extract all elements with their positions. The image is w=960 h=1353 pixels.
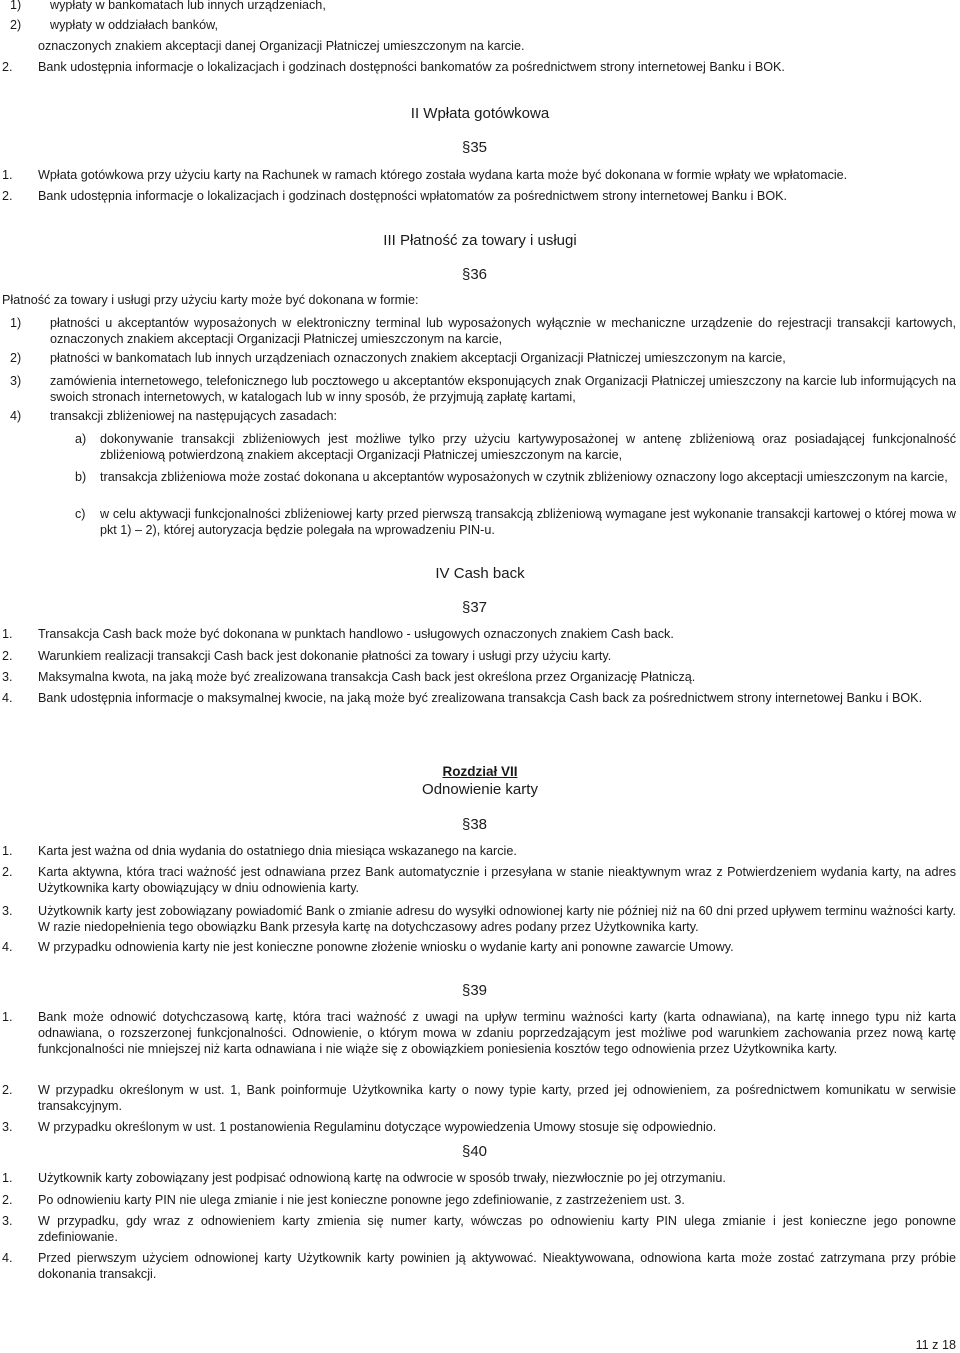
section-38-item-1-text: Karta jest ważna od dnia wydania do ostatniego dnia miesiąca wskazanego na karcie. (38, 844, 517, 858)
section-40-item-3-num: 3. (2, 1214, 13, 1228)
section-3-heading: III Płatność za towary i usługi (383, 232, 577, 249)
section-2-item-1-num: 1. (2, 168, 13, 182)
section-36-marker: §36 (462, 266, 488, 283)
section-40-marker: §40 (462, 1143, 488, 1160)
section-40-item-2-text: Po odnowieniu karty PIN nie ulega zmianie i nie jest konieczne ponowne jego zdefiniowanie, z zastrzeżeniem ust. 3. (38, 1193, 685, 1207)
section-4-item-2-text: Warunkiem realizacji transakcji Cash back jest dokonanie płatności za towary i usługi przy użyciu karty. (38, 649, 612, 663)
section-4-item-2-num: 2. (2, 649, 13, 663)
section-2-item-1-text: Wpłata gotówkowa przy użyciu karty na Rachunek w ramach którego została wydana karta może być dokonana w formie wpłaty we wpłatomacie. (38, 168, 848, 182)
intro-item-2-num: 2) (10, 18, 22, 32)
section-3-subitem-c-text: w celu aktywacji funkcjonalności zbliżeniowej karty przed pierwszą transakcją zbliżeniową wymagane jest wykonanie transakcji kartowej o której mowa w pkt 1) – 2), której autoryzacja będzie polegała na wprowadzeniu PIN-u. (100, 507, 956, 537)
section-3-subitem-b-num: b) (75, 470, 87, 484)
section-40-item-2-num: 2. (2, 1193, 13, 1207)
section-40-item-3-text: W przypadku, gdy wraz z odnowieniem karty zmienia się numer karty, wówczas po odnowieniu karty PIN ulega zmianie i jest konieczne jego ponowne zdefiniowanie. (38, 1214, 956, 1244)
section-4-item-4-num: 4. (2, 691, 13, 705)
chapter-subtitle: Odnowienie karty (422, 781, 538, 798)
section-3-item-4-text: transakcji zbliżeniowej na następujących zasadach: (50, 409, 338, 423)
intro-item-1-num: 1) (10, 0, 22, 12)
section-38-item-3-num: 3. (2, 904, 13, 918)
section-40-item-4-text: Przed pierwszym użyciem odnowionej karty Użytkownik karty powinien ją aktywować. Nieaktywowana, odnowiona karta może zostać zatrzymana przy próbie dokonania transakcji. (38, 1251, 956, 1281)
intro-continuation: oznaczonych znakiem akceptacji danej Organizacji Płatniczej umieszczonym na karcie. (38, 39, 525, 53)
section-39-item-1-text: Bank może odnowić dotychczasową kartę, która traci ważność z uwagi na upływ terminu ważności karty (karta odnawiana), na kartę innego typu niż karta odnawiana, o rozszerzonej funkcjonalności. Odnowienie, o którym mowa w zdaniu poprzedzającym jest możliwe pod warunkiem zachowania przez nową kartę funkcjonalności nie mniejszej niż karta odnawiana i nie wiąże się z obowiązkiem poniesienia kosztów tego odnowienia przez Użytkownika karty. (38, 1010, 956, 1056)
section-3-item-4-num: 4) (10, 409, 22, 423)
section-3-subitem-a-text: dokonywanie transakcji zbliżeniowych jest możliwe tylko przy użyciu kartywyposażonej w antenę zbliżeniową oraz posiadającej funkcjonalność zbliżeniową potwierdzoną znakiem akceptacji Organizacji Płatniczej umieszczonym na karcie, (100, 432, 956, 462)
chapter-title: Rozdział VII (442, 764, 518, 779)
section-4-item-3-num: 3. (2, 670, 13, 684)
section-2-item-2-text: Bank udostępnia informacje o lokalizacjach i godzinach dostępności wpłatomatów za pośrednictwem strony internetowej Banku i BOK. (38, 189, 788, 203)
section-38-item-2-num: 2. (2, 865, 13, 879)
section-2-item-2-num: 2. (2, 189, 13, 203)
intro-item-1-text: wypłaty w bankomatach lub innych urządzeniach, (50, 0, 326, 12)
section-39-item-1-num: 1. (2, 1010, 13, 1024)
section-4-item-1-text: Transakcja Cash back może być dokonana w punktach handlowo - usługowych oznaczonych znakiem Cash back. (38, 627, 674, 641)
intro-item-2-text: wypłaty w oddziałach banków, (50, 18, 219, 32)
section-38-item-3-text: Użytkownik karty jest zobowiązany powiadomić Bank o zmianie adresu do wysyłki odnowionej karty nie później niż na 60 dni przed upływem terminu ważności karty. W razie niedopełnienia tego obowiązku Bank przesyła kartę na dotychczasowy adres podany przez Użytkownika karty. (38, 904, 956, 934)
section-39-item-3-text: W przypadku określonym w ust. 1 postanowienia Regulaminu dotyczące wypowiedzenia Umowy stosuje się odpowiednio. (38, 1120, 717, 1134)
section-4-item-4-text: Bank udostępnia informacje o maksymalnej kwocie, na jaką może być zrealizowana transakcja Cash back za pośrednictwem strony internetowej Banku i BOK. (38, 691, 923, 705)
section-4-item-1-num: 1. (2, 627, 13, 641)
section-3-lead: Płatność za towary i usługi przy użyciu karty może być dokonana w formie: (2, 293, 419, 307)
section-2-heading: II Wpłata gotówkowa (410, 105, 550, 122)
section-38-marker: §38 (462, 816, 488, 833)
section-3-item-1-text: płatności u akceptantów wyposażonych w elektroniczny terminal lub wyposażonych wyłącznie w mechaniczne urządzenie do rejestracji transakcji kartowych, oznaczonych znakiem akceptacji Organizacji Płatniczej umieszczonym na karcie, (50, 316, 956, 346)
section-40-item-1-text: Użytkownik karty zobowiązany jest podpisać odnowioną kartę na odwrocie w sposób trwały, niezwłocznie po jej otrzymaniu. (38, 1171, 726, 1185)
section-4-heading: IV Cash back (435, 565, 525, 582)
section-40-item-1-num: 1. (2, 1171, 13, 1185)
section-3-item-2-num: 2) (10, 351, 22, 365)
section-38-item-4-text: W przypadku odnowienia karty nie jest konieczne ponowne złożenie wniosku o wydanie karty ani ponowne zawarcie Umowy. (38, 940, 734, 954)
section-37-marker: §37 (462, 599, 488, 616)
section-4-item-3-text: Maksymalna kwota, na jaką może być zrealizowana transakcja Cash back jest określona przez Organizację Płatniczą. (38, 670, 696, 684)
section-3-item-1-num: 1) (10, 316, 22, 330)
section-38-item-4-num: 4. (2, 940, 13, 954)
section-35-marker: §35 (462, 139, 488, 156)
page-number: 11 z 18 (915, 1338, 956, 1352)
section-39-item-2-num: 2. (2, 1083, 13, 1097)
section-3-subitem-c-num: c) (75, 507, 86, 521)
section-39-item-2-text: W przypadku określonym w ust. 1, Bank poinformuje Użytkownika karty o nowy typie karty, przed jej odnowieniem, za pośrednictwem komunikatu w serwisie transakcyjnym. (38, 1083, 956, 1113)
section-3-subitem-b-text: transakcja zbliżeniowa może zostać dokonana u akceptantów wyposażonych w czytnik zbliżeniowy oznaczony logo akceptacji umieszczonym na karcie, (100, 470, 948, 484)
section-3-item-3-text: zamówienia internetowego, telefonicznego lub pocztowego u akceptantów eksponujących znak Organizacji Płatniczej umieszczony na karcie lub informujących na swoich stronach internetowych, w katalogach lub w inny sposób, że przyjmują zapłatę kartami, (50, 374, 956, 404)
section-38-item-1-num: 1. (2, 844, 13, 858)
section-38-item-2-text: Karta aktywna, która traci ważność jest odnawiana przez Bank automatycznie i przesyłana w stanie nieaktywnym wraz z Potwierdzeniem wydania karty, na adres Użytkownika karty obowiązujący w dniu odnowienia karty. (38, 865, 956, 895)
section-3-item-2-text: płatności w bankomatach lub innych urządzeniach oznaczonych znakiem akceptacji Organizacji Płatniczej umieszczonym na karcie, (50, 351, 786, 365)
intro-paragraph-2-num: 2. (2, 60, 13, 74)
section-39-marker: §39 (462, 982, 488, 999)
section-3-subitem-a-num: a) (75, 432, 87, 446)
section-40-item-4-num: 4. (2, 1251, 13, 1265)
section-39-item-3-num: 3. (2, 1120, 13, 1134)
section-3-item-3-num: 3) (10, 374, 22, 388)
intro-paragraph-2-text: Bank udostępnia informacje o lokalizacjach i godzinach dostępności bankomatów za pośrednictwem strony internetowej Banku i BOK. (38, 60, 785, 74)
